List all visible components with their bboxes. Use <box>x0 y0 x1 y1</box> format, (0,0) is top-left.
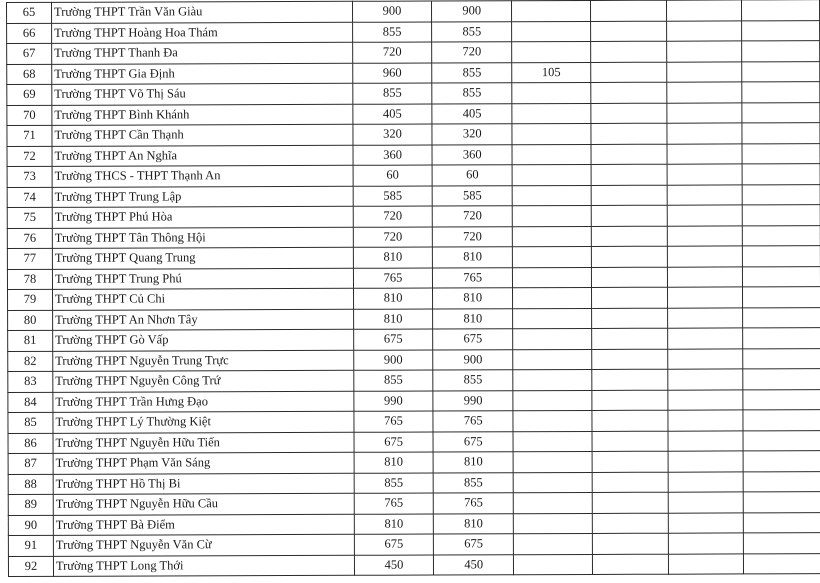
table-row <box>8 512 820 535</box>
quota-regular-cell: 405 <box>432 103 512 124</box>
row-number-cell: 71 <box>7 125 52 146</box>
empty-cell <box>591 226 667 247</box>
quota-total-cell: 720 <box>353 227 433 248</box>
empty-cell <box>742 20 820 41</box>
table-row <box>7 143 820 166</box>
table-row <box>8 287 820 310</box>
empty-cell <box>668 369 743 390</box>
empty-cell <box>742 246 820 267</box>
quota-total-cell: 810 <box>353 309 433 330</box>
row-number-cell: 81 <box>8 330 53 351</box>
empty-cell <box>742 82 820 103</box>
empty-cell <box>742 266 820 287</box>
row-number-cell: 79 <box>8 289 53 310</box>
empty-cell <box>591 287 667 308</box>
table-row <box>8 328 820 351</box>
quota-extra-cell <box>513 492 592 513</box>
table-row <box>7 164 820 187</box>
empty-cell <box>592 533 668 554</box>
quota-regular-cell: 720 <box>433 226 513 247</box>
quota-regular-cell: 320 <box>432 124 512 145</box>
empty-cell <box>667 184 742 205</box>
empty-cell <box>591 103 667 124</box>
empty-cell <box>668 512 743 533</box>
empty-cell <box>591 123 667 144</box>
quota-regular-cell: 810 <box>433 452 513 473</box>
empty-cell <box>591 328 667 349</box>
row-number-cell: 69 <box>7 84 52 105</box>
quota-total-cell: 720 <box>353 206 433 227</box>
quota-regular-cell: 855 <box>432 62 512 83</box>
empty-cell <box>743 410 820 431</box>
school-name-cell: Trường THPT Nguyễn Văn Cừ <box>53 534 354 556</box>
empty-cell <box>590 21 666 42</box>
quota-extra-cell <box>512 246 591 267</box>
quota-regular-cell: 450 <box>434 554 514 575</box>
empty-cell <box>743 307 820 328</box>
empty-cell <box>591 308 667 329</box>
quota-extra-cell <box>513 410 592 431</box>
quota-total-cell: 900 <box>352 1 432 22</box>
quota-total-cell: 675 <box>354 432 434 453</box>
row-number-cell: 86 <box>8 433 53 454</box>
school-name-cell: Trường THPT Gò Vấp <box>53 329 354 351</box>
school-name-cell: Trường THPT An Nhơn Tây <box>53 309 354 331</box>
empty-cell <box>668 553 743 574</box>
empty-cell <box>743 553 820 574</box>
empty-cell <box>743 451 820 472</box>
table-row <box>7 82 820 105</box>
row-number-cell: 92 <box>8 556 53 577</box>
quota-regular-cell: 855 <box>432 83 512 104</box>
quota-regular-cell: 990 <box>433 390 513 411</box>
quota-total-cell: 960 <box>352 63 432 84</box>
empty-cell <box>592 431 668 452</box>
quota-total-cell: 675 <box>353 329 433 350</box>
quota-extra-cell <box>513 513 592 534</box>
row-number-cell: 70 <box>7 105 52 126</box>
school-name-cell: Trường THPT Hoàng Hoa Thám <box>52 22 353 44</box>
quota-extra-cell <box>513 390 592 411</box>
quota-extra-cell <box>512 82 591 103</box>
empty-cell <box>742 184 820 205</box>
quota-total-cell: 720 <box>352 42 432 63</box>
empty-cell <box>668 471 743 492</box>
school-name-cell: Trường THPT Trung Lập <box>52 186 353 208</box>
empty-cell <box>668 410 743 431</box>
quota-regular-cell: 765 <box>433 411 513 432</box>
quota-extra-cell <box>513 369 592 390</box>
table-row <box>7 20 820 43</box>
quota-regular-cell: 675 <box>433 329 513 350</box>
empty-cell <box>742 225 820 246</box>
empty-cell <box>668 348 743 369</box>
row-number-cell: 67 <box>7 43 52 64</box>
empty-cell <box>592 369 668 390</box>
quota-regular-cell: 765 <box>434 493 514 514</box>
table-row <box>8 492 820 515</box>
quota-total-cell: 810 <box>353 288 433 309</box>
empty-cell <box>667 266 742 287</box>
row-number-cell: 72 <box>7 146 52 167</box>
school-name-cell: Trường THPT Cần Thạnh <box>52 124 353 146</box>
table-row <box>8 369 820 392</box>
empty-cell <box>743 471 820 492</box>
empty-cell <box>668 492 743 513</box>
quota-extra-cell <box>513 451 592 472</box>
empty-cell <box>742 41 820 62</box>
school-name-cell: Trường THCS - THPT Thạnh An <box>52 165 353 187</box>
quota-extra-cell <box>512 103 591 124</box>
empty-cell <box>743 389 820 410</box>
row-number-cell: 73 <box>7 166 52 187</box>
empty-cell <box>590 41 666 62</box>
empty-cell <box>591 185 667 206</box>
table-row <box>8 348 820 371</box>
table-row <box>7 0 820 23</box>
row-number-cell: 89 <box>8 494 53 515</box>
empty-cell <box>591 205 667 226</box>
quota-total-cell: 765 <box>354 411 434 432</box>
school-name-cell: Trường THPT Trần Văn Giàu <box>51 1 352 23</box>
school-quota-table <box>6 0 820 577</box>
quota-total-cell: 855 <box>354 473 434 494</box>
empty-cell <box>666 20 741 41</box>
empty-cell <box>668 533 743 554</box>
quota-extra-cell <box>512 123 591 144</box>
empty-cell <box>591 164 667 185</box>
empty-cell <box>592 472 668 493</box>
empty-cell <box>743 369 820 390</box>
school-name-cell: Trường THPT Phú Hòa <box>52 206 353 228</box>
quota-extra-cell <box>512 41 591 62</box>
school-name-cell: Trường THPT Quang Trung <box>52 247 353 269</box>
quota-regular-cell: 810 <box>433 308 513 329</box>
quota-total-cell: 990 <box>354 391 434 412</box>
quota-regular-cell: 675 <box>433 431 513 452</box>
quota-extra-cell <box>513 308 592 329</box>
table-row <box>7 123 820 146</box>
table-row <box>7 225 820 248</box>
row-number-cell: 88 <box>8 474 53 495</box>
quota-total-cell: 675 <box>354 534 434 555</box>
empty-cell <box>667 307 742 328</box>
quota-regular-cell: 360 <box>432 144 512 165</box>
quota-total-cell: 405 <box>353 104 433 125</box>
quota-regular-cell: 900 <box>433 349 513 370</box>
empty-cell <box>667 143 742 164</box>
empty-cell <box>742 287 820 308</box>
quota-extra-cell <box>513 349 592 370</box>
quota-total-cell: 810 <box>354 452 434 473</box>
table-row <box>8 533 820 556</box>
quota-total-cell: 450 <box>354 555 434 576</box>
school-name-cell: Trường THPT Nguyễn Công Trứ <box>53 370 354 392</box>
quota-total-cell: 900 <box>353 350 433 371</box>
school-name-cell: Trường THPT Nguyễn Hữu Cầu <box>53 493 354 515</box>
empty-cell <box>592 513 668 534</box>
empty-cell <box>592 410 668 431</box>
quota-extra-cell <box>512 0 591 21</box>
quota-extra-cell <box>514 554 593 575</box>
quota-regular-cell: 585 <box>433 185 513 206</box>
quota-total-cell: 855 <box>352 83 432 104</box>
table-row <box>7 102 820 125</box>
empty-cell <box>592 349 668 370</box>
quota-regular-cell: 810 <box>433 247 513 268</box>
empty-cell <box>667 41 742 62</box>
row-number-cell: 65 <box>7 2 52 23</box>
table-row <box>7 184 820 207</box>
quota-regular-cell: 765 <box>433 267 513 288</box>
quota-regular-cell: 720 <box>432 42 512 63</box>
table-row <box>7 266 820 289</box>
quota-extra-cell <box>513 472 592 493</box>
empty-cell <box>591 267 667 288</box>
empty-cell <box>591 246 667 267</box>
empty-cell <box>668 430 743 451</box>
school-name-cell: Trường THPT Bà Điểm <box>53 514 354 536</box>
quota-regular-cell: 810 <box>434 513 514 534</box>
row-number-cell: 75 <box>7 207 52 228</box>
table-row <box>7 246 820 269</box>
empty-cell <box>743 348 820 369</box>
empty-cell <box>667 287 742 308</box>
school-name-cell: Trường THPT Trần Hưng Đạo <box>53 391 354 413</box>
row-number-cell: 85 <box>8 412 53 433</box>
school-name-cell: Trường THPT Phạm Văn Sáng <box>53 452 354 474</box>
quota-extra-cell <box>513 287 592 308</box>
row-number-cell: 87 <box>8 453 53 474</box>
table-row <box>8 430 820 453</box>
quota-extra-cell <box>513 533 592 554</box>
row-number-cell: 76 <box>7 228 52 249</box>
table-row <box>7 205 820 228</box>
empty-cell <box>667 164 742 185</box>
empty-cell <box>743 492 820 513</box>
empty-cell <box>666 0 741 21</box>
empty-cell <box>667 205 742 226</box>
quota-total-cell: 585 <box>353 186 433 207</box>
table-row <box>8 451 820 474</box>
table-row <box>8 307 820 330</box>
quota-total-cell: 855 <box>353 370 433 391</box>
empty-cell <box>742 102 820 123</box>
school-name-cell: Trường THPT Tân Thông Hội <box>52 227 353 249</box>
row-number-cell: 66 <box>7 23 52 44</box>
empty-cell <box>668 389 743 410</box>
school-name-cell: Trường THPT Nguyễn Hữu Tiến <box>53 432 354 454</box>
table-row <box>8 553 820 576</box>
empty-cell <box>742 123 820 144</box>
table-body <box>7 0 820 576</box>
quota-regular-cell: 900 <box>432 1 512 22</box>
school-name-cell: Trường THPT Lý Thường Kiệt <box>53 411 354 433</box>
row-number-cell: 91 <box>8 535 53 556</box>
school-name-cell: Trường THPT Long Thới <box>53 555 354 577</box>
empty-cell <box>743 328 820 349</box>
row-number-cell: 68 <box>7 64 52 85</box>
quota-total-cell: 765 <box>354 493 434 514</box>
empty-cell <box>743 533 820 554</box>
row-number-cell: 82 <box>8 351 53 372</box>
empty-cell <box>743 430 820 451</box>
empty-cell <box>667 82 742 103</box>
empty-cell <box>591 82 667 103</box>
quota-extra-cell <box>512 144 591 165</box>
empty-cell <box>667 225 742 246</box>
quota-total-cell: 320 <box>353 124 433 145</box>
quota-regular-cell: 720 <box>433 206 513 227</box>
quota-extra-cell <box>512 21 591 42</box>
quota-regular-cell: 675 <box>434 534 514 555</box>
empty-cell <box>743 512 820 533</box>
school-name-cell: Trường THPT Nguyễn Trung Trực <box>53 350 354 372</box>
table-row <box>7 61 820 84</box>
quota-regular-cell: 855 <box>433 370 513 391</box>
school-name-cell: Trường THPT Củ Chi <box>52 288 353 310</box>
quota-regular-cell: 810 <box>433 288 513 309</box>
quota-extra-cell <box>513 431 592 452</box>
quota-regular-cell: 855 <box>434 472 514 493</box>
school-name-cell: Trường THPT Thanh Đa <box>52 42 353 64</box>
empty-cell <box>590 0 666 21</box>
empty-cell <box>667 102 742 123</box>
row-number-cell: 83 <box>8 371 53 392</box>
empty-cell <box>742 205 820 226</box>
row-number-cell: 84 <box>8 392 53 413</box>
empty-cell <box>592 554 668 575</box>
quota-total-cell: 810 <box>353 247 433 268</box>
quota-extra-cell <box>512 164 591 185</box>
quota-total-cell: 855 <box>352 22 432 43</box>
empty-cell <box>668 451 743 472</box>
table-row <box>7 41 820 64</box>
empty-cell <box>742 61 820 82</box>
school-name-cell: Trường THPT Hồ Thị Bi <box>53 473 354 495</box>
empty-cell <box>742 164 820 185</box>
empty-cell <box>741 0 819 20</box>
school-name-cell: Trường THPT Trung Phú <box>52 268 353 290</box>
empty-cell <box>592 390 668 411</box>
school-name-cell: Trường THPT An Nghĩa <box>52 145 353 167</box>
empty-cell <box>667 246 742 267</box>
quota-total-cell: 765 <box>353 268 433 289</box>
row-number-cell: 74 <box>7 187 52 208</box>
empty-cell <box>592 492 668 513</box>
empty-cell <box>591 62 667 83</box>
empty-cell <box>591 144 667 165</box>
quota-regular-cell: 60 <box>432 165 512 186</box>
school-name-cell: Trường THPT Võ Thị Sáu <box>52 83 353 105</box>
empty-cell <box>668 328 743 349</box>
quota-regular-cell: 855 <box>432 21 512 42</box>
quota-extra-cell <box>512 226 591 247</box>
table-row <box>8 410 820 433</box>
empty-cell <box>667 61 742 82</box>
row-number-cell: 78 <box>7 269 52 290</box>
quota-extra-cell <box>513 328 592 349</box>
row-number-cell: 90 <box>8 515 53 536</box>
empty-cell <box>667 123 742 144</box>
quota-total-cell: 360 <box>353 145 433 166</box>
quota-extra-cell: 105 <box>512 62 591 83</box>
school-name-cell: Trường THPT Gia Định <box>52 63 353 85</box>
school-name-cell: Trường THPT Bình Khánh <box>52 104 353 126</box>
row-number-cell: 77 <box>7 248 52 269</box>
quota-total-cell: 60 <box>353 165 433 186</box>
table-row <box>8 471 820 494</box>
quota-extra-cell <box>513 267 592 288</box>
quota-extra-cell <box>512 185 591 206</box>
empty-cell <box>592 451 668 472</box>
quota-total-cell: 810 <box>354 514 434 535</box>
empty-cell <box>742 143 820 164</box>
row-number-cell: 80 <box>8 310 53 331</box>
quota-extra-cell <box>512 205 591 226</box>
table-row <box>8 389 820 412</box>
